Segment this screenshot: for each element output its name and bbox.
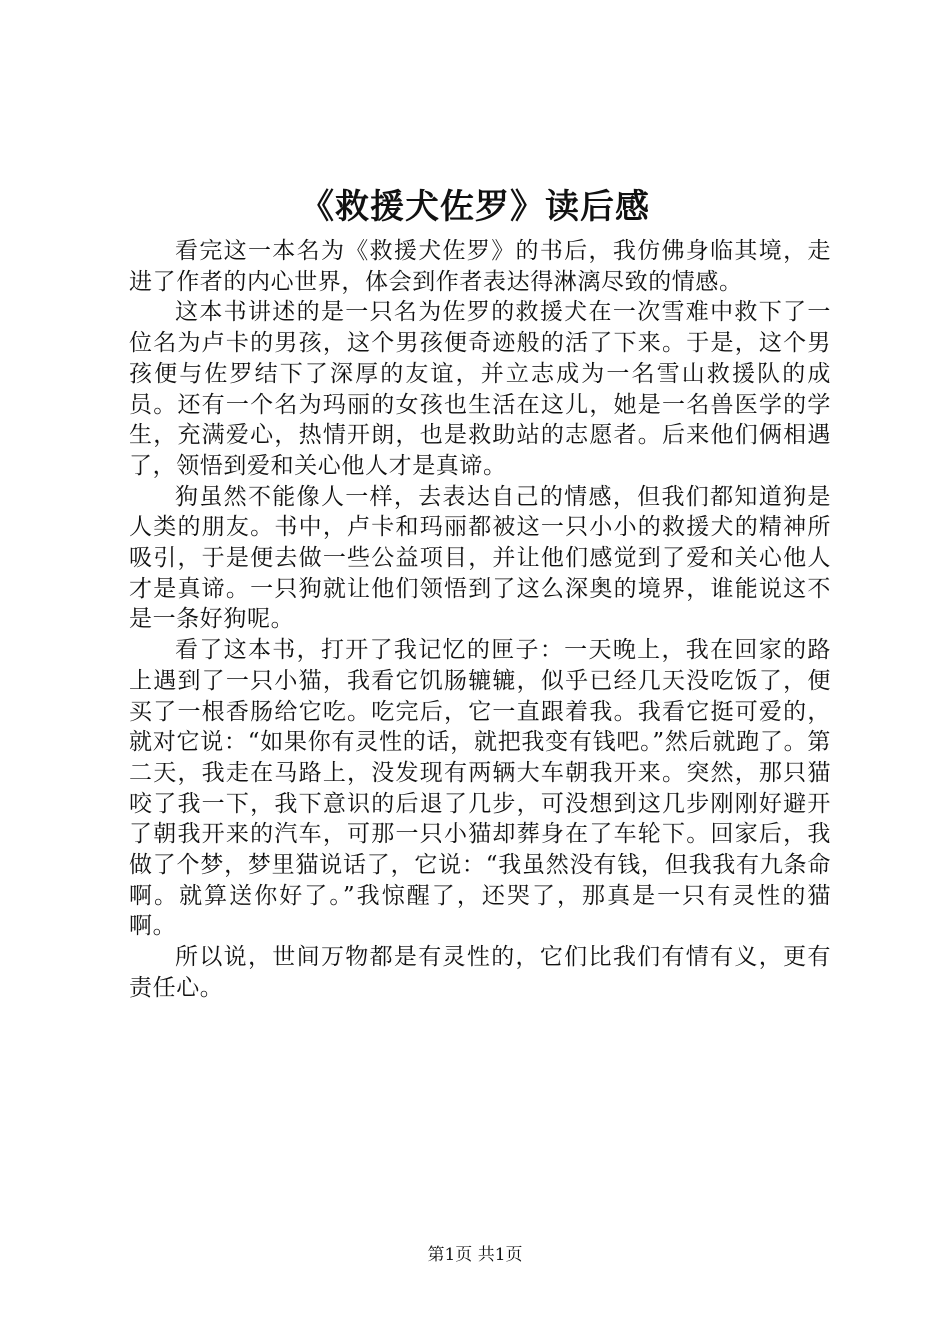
document-title: 《救援犬佐罗》读后感 <box>300 187 650 227</box>
paragraph-1: 看完这一本名为《救援犬佐罗》的书后，我仿佛身临其境，走进了作者的内心世界，体会到作者表达得淋漓尽致的情感。 <box>129 238 831 295</box>
document-body <box>129 236 831 1004</box>
paragraph-3: 狗虽然不能像人一样，去表达自己的情感，但我们都知道狗是人类的朋友。书中，卢卡和玛丽都被这一只小小的救援犬的精神所吸引，于是便去做一些公益项目，并让他们感觉到了爱和关心他人才是真谛。一只狗就让他们领悟到了这么深奥的境界，谁能说这不是一条好狗呢。 <box>129 483 831 633</box>
paragraph-5: 所以说，世间万物都是有灵性的，它们比我们有情有义，更有责任心。 <box>129 944 831 1001</box>
paragraph-2: 这本书讲述的是一只名为佐罗的救援犬在一次雪难中救下了一位名为卢卡的男孩，这个男孩便奇迹般的活了下来。于是，这个男孩便与佐罗结下了深厚的友谊，并立志成为一名雪山救援队的成员。还有一个名为玛丽的女孩也生活在这儿，她是一名兽医学的学生，充满爱心，热情开朗，也是救助站的志愿者。后来他们俩相遇了，领悟到爱和关心他人才是真谛。 <box>129 299 831 479</box>
page-number-footer: 第1页 共1页 <box>427 1245 523 1265</box>
paragraph-4: 看了这本书，打开了我记忆的匣子：一天晚上，我在回家的路上遇到了一只小猫，我看它饥肠辘辘，似乎已经几天没吃饭了，便买了一根香肠给它吃。吃完后，它一直跟着我。我看它挺可爱的，就对它说：“如果你有灵性的话，就把我变有钱吧。”然后就跑了。第二天，我走在马路上，没发现有两辆大车朝我开来。突然，那只猫咬了我一下，我下意识的后退了几步，可没想到这几步刚刚好避开了朝我开来的汽车，可那一只小猫却葬身在了车轮下。回家后，我做了个梦，梦里猫说话了，它说：“我虽然没有钱，但我我有九条命啊。就算送你好了。”我惊醒了，还哭了，那真是一只有灵性的猫啊。 <box>129 637 831 940</box>
